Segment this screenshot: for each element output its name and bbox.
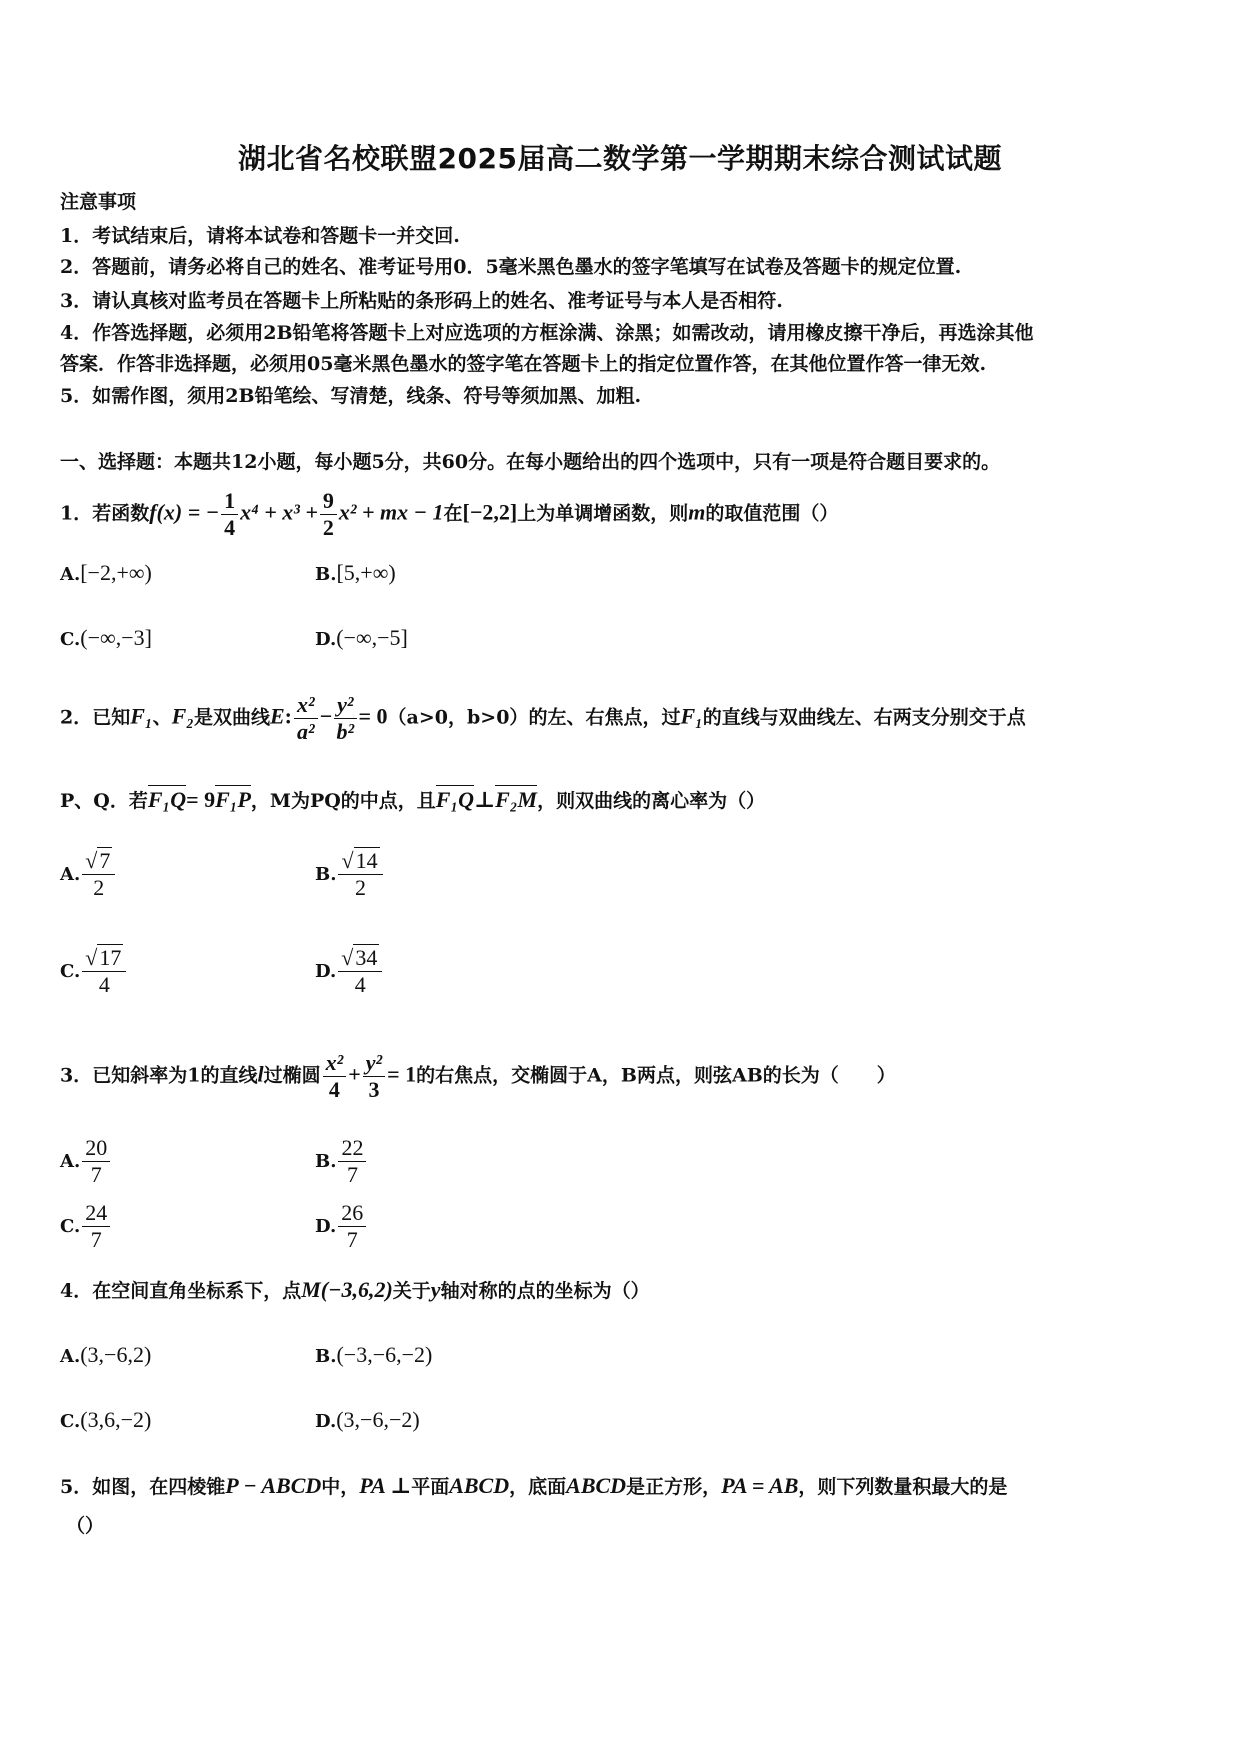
q1-prefix: 1．若函数 [60,502,150,525]
q4-text: 4．在空间直角坐标系下，点 [60,1280,302,1302]
option-label: D. [315,1216,337,1237]
option-label: D. [315,961,337,982]
q3-frac-x [323,1050,347,1103]
q3-option-d [315,1200,368,1253]
q5-math: PA ⊥ [359,1473,412,1498]
page-title: 湖北省名校联盟2025届高二数学第一学期期末综合测试试题 [238,142,1002,175]
option-value: (3,6,−2) [80,1407,152,1432]
q4-text: 关于 [392,1280,431,1302]
q5-text: 中， [321,1476,360,1498]
q2-text: 的左、右焦点，过 [528,706,681,729]
q2-option-b: B. $\frac{√14}{2}$ [315,848,385,901]
q3-text: 的右焦点，交椭圆于A，B两点，则弦AB的长为（ ） [416,1064,896,1087]
q4-option-a [60,1342,151,1368]
option-value: (−∞,−5] [336,625,408,650]
q2-text: P、Q．若 [60,790,148,812]
q1-text2: 在 [443,502,463,525]
notice-heading: 注意事项 [60,191,137,213]
q3-line-var: l [257,1061,264,1087]
frac-num: y² [363,1050,385,1077]
q2-text: 是双曲线 [193,706,270,729]
q2-eq: = 9 [186,787,216,812]
q1-text4: 的取值范围（） [705,502,839,525]
q4-point: M(−3,6,2) [301,1277,393,1302]
q3-text: 3．已知斜率为1的直线 [60,1064,258,1087]
q2-colon: : [284,703,292,729]
option-label: C. [60,961,81,982]
option-den: 7 [90,1227,102,1252]
q1-option-b [315,560,396,586]
q2-text: ，则双曲线的离心率为（） [537,790,766,812]
q1-option-d [315,625,408,651]
frac-den: 3 [368,1077,380,1102]
q1-mid: x⁴ + x³ + [240,499,318,525]
q5-text: ，底面 [509,1476,567,1498]
q3-frac-y [363,1050,385,1103]
option-value: (3,−6,−2) [336,1407,420,1432]
q1-frac2-den: 2 [322,515,334,540]
frac-num: y² [334,692,356,719]
option-label: A. [60,564,81,585]
option-label: C. [60,1411,81,1432]
q2-text: 、 [152,706,172,729]
q4-text: 轴对称的点的坐标为（） [440,1280,650,1302]
q2-f1: F₁ [130,703,153,729]
option-radicand: 14 [355,848,378,873]
q5-math: P − ABCD [225,1473,322,1498]
q5-math: PA = AB [721,1473,799,1498]
question-4 [60,1276,650,1305]
q2-vector: F₂M [495,787,538,812]
option-label: D. [315,1411,337,1432]
option-value: (3,−6,2) [80,1342,152,1367]
question-2-line-2 [60,786,765,815]
q1-frac2 [320,488,337,541]
q3-text: 过椭圆 [263,1064,321,1087]
q1-func: f(x) = − [149,499,220,525]
option-label: D. [315,629,337,650]
frac-num: x² [323,1050,347,1077]
option-radicand: 17 [99,945,122,970]
option-num: 26 [338,1200,366,1227]
notice-item: 4．作答选择题，必须用2B铅笔将答题卡上对应选项的方框涂满、涂黑；如需改动，请用橡皮擦干净后，再选涂其他 [60,322,1034,344]
option-den: 4 [354,972,366,997]
option-den: 2 [93,875,105,900]
option-radicand: 34 [355,945,378,970]
question-5-line-2: （） [66,1515,105,1537]
frac-den: 4 [328,1077,340,1102]
q3-option-c [60,1200,112,1253]
q3-option-a [60,1135,112,1188]
q5-text: 5．如图，在四棱锥 [60,1476,226,1498]
q1-var: m [688,499,706,525]
q2-option-d: D. $\frac{√34}{4}$ [315,945,384,998]
q2-vector: F₁Q [435,787,475,812]
q2-frac-x [294,692,318,745]
q2-frac-y [334,692,356,745]
option-num: 24 [82,1200,110,1227]
option-value: (−∞,−3] [80,625,152,650]
option-label: B. [315,1151,337,1172]
notice-item: 5．如需作图，须用2B铅笔绘、写清楚，线条、符号等须加黑、加粗. [60,385,642,407]
notice-item: 1．考试结束后，请将本试卷和答题卡一并交回. [60,225,460,247]
option-den: 7 [346,1162,358,1187]
q5-text: 是正方形， [626,1476,722,1498]
notice-item: 答案．作答非选择题，必须用05毫米黑色墨水的签字笔在答题卡上的指定位置作答，在其他位置作答一律无效. [60,353,987,375]
notice-item: 2．答题前，请务必将自己的姓名、准考证号用0．5毫米黑色墨水的签字笔填写在试卷及答题卡的规定位置. [60,256,962,278]
q2-text: ，M为PQ的中点，且 [250,790,436,812]
q3-eq: = 1 [387,1061,417,1087]
option-num: 20 [82,1135,110,1162]
option-label: A. [60,1346,81,1367]
question-1 [60,488,838,541]
option-label: B. [315,564,337,585]
q2-option-c: C. $\frac{√17}{4}$ [60,945,128,998]
q1-frac1-num: 1 [221,488,238,515]
section-heading: 一、选择题：本题共12小题，每小题5分，共60分。在每小题给出的四个选项中，只有一项是符合题目要求的。 [60,451,1001,473]
q2-perp: ⊥ [474,787,496,812]
q2-e: E [269,703,285,729]
option-value: (−3,−6,−2) [336,1342,433,1367]
q4-option-b [315,1342,432,1368]
q1-option-c [60,625,152,651]
q5-math: ABCD [449,1473,510,1498]
q1-frac1 [221,488,238,541]
option-value: [−2,+∞) [80,560,152,585]
q4-option-d [315,1407,420,1433]
q2-text: 的直线与双曲线左、右两支分别交于点 [702,706,1026,729]
q2-vector: F₁P [215,787,251,812]
frac-num: x² [294,692,318,719]
q5-math: ABCD [566,1473,627,1498]
option-value: [5,+∞) [336,560,396,585]
question-3: 3．已知斜率为1的直线l过椭圆 $\frac{\text{x²}}{4}$ + $\frac{\text{y²}}{3}$ = 1的右焦点，交椭圆于A，B两点，则弦AB的长为（ ） [60,1050,896,1102]
frac-den: b² [336,719,355,744]
q1-frac1-den: 4 [224,515,236,540]
option-den: 4 [98,972,110,997]
option-label: A. [60,864,81,885]
q2-cond: （a>0，b>0） [387,706,529,729]
option-den: 7 [90,1162,102,1187]
q5-text: ，则下列数量积最大的是 [798,1476,1008,1498]
q2-text: 2．已知 [60,706,131,729]
q3-option-b [315,1135,368,1188]
q2-f2: F₂ [171,703,194,729]
question-5 [60,1472,1007,1501]
q1-interval: [−2,2] [462,499,518,525]
question-2-line-1: 2．已知F₁、F₂是双曲线E: $\frac{\text{x²}}{\text{a²}}$ − $\frac{\text{y²}}{\text{b²}}$ = 0（a>0，b>0）的左、右焦点，过F₁的直线与双曲线左、右两支分别交于点 [60,692,1026,744]
option-radicand: 7 [99,848,111,873]
option-num: 22 [338,1135,366,1162]
q5-text: 平面 [411,1476,450,1498]
notice-item: 3．请认真核对监考员在答题卡上所粘贴的条形码上的姓名、准考证号与本人是否相符. [60,290,783,312]
q1-text3: 上为单调增函数，则 [517,502,689,525]
q2-option-a: A. $\frac{√7}{2}$ [60,848,117,901]
q1-option-a [60,560,152,586]
q2-f1: F₁ [680,703,703,729]
q1-frac2-num: 9 [320,488,337,515]
option-label: B. [315,864,337,885]
option-label: C. [60,629,81,650]
q4-option-c [60,1407,151,1433]
frac-den: a² [296,719,315,744]
option-den: 2 [355,875,367,900]
q1-tail: x² + mx − 1 [338,499,444,525]
option-label: C. [60,1216,81,1237]
q4-axis: y [430,1277,441,1302]
q2-vector: F₁Q [147,787,187,812]
q2-eq: = 0 [358,703,388,729]
option-den: 7 [346,1227,358,1252]
option-label: B. [315,1346,337,1367]
option-label: A. [60,1151,81,1172]
